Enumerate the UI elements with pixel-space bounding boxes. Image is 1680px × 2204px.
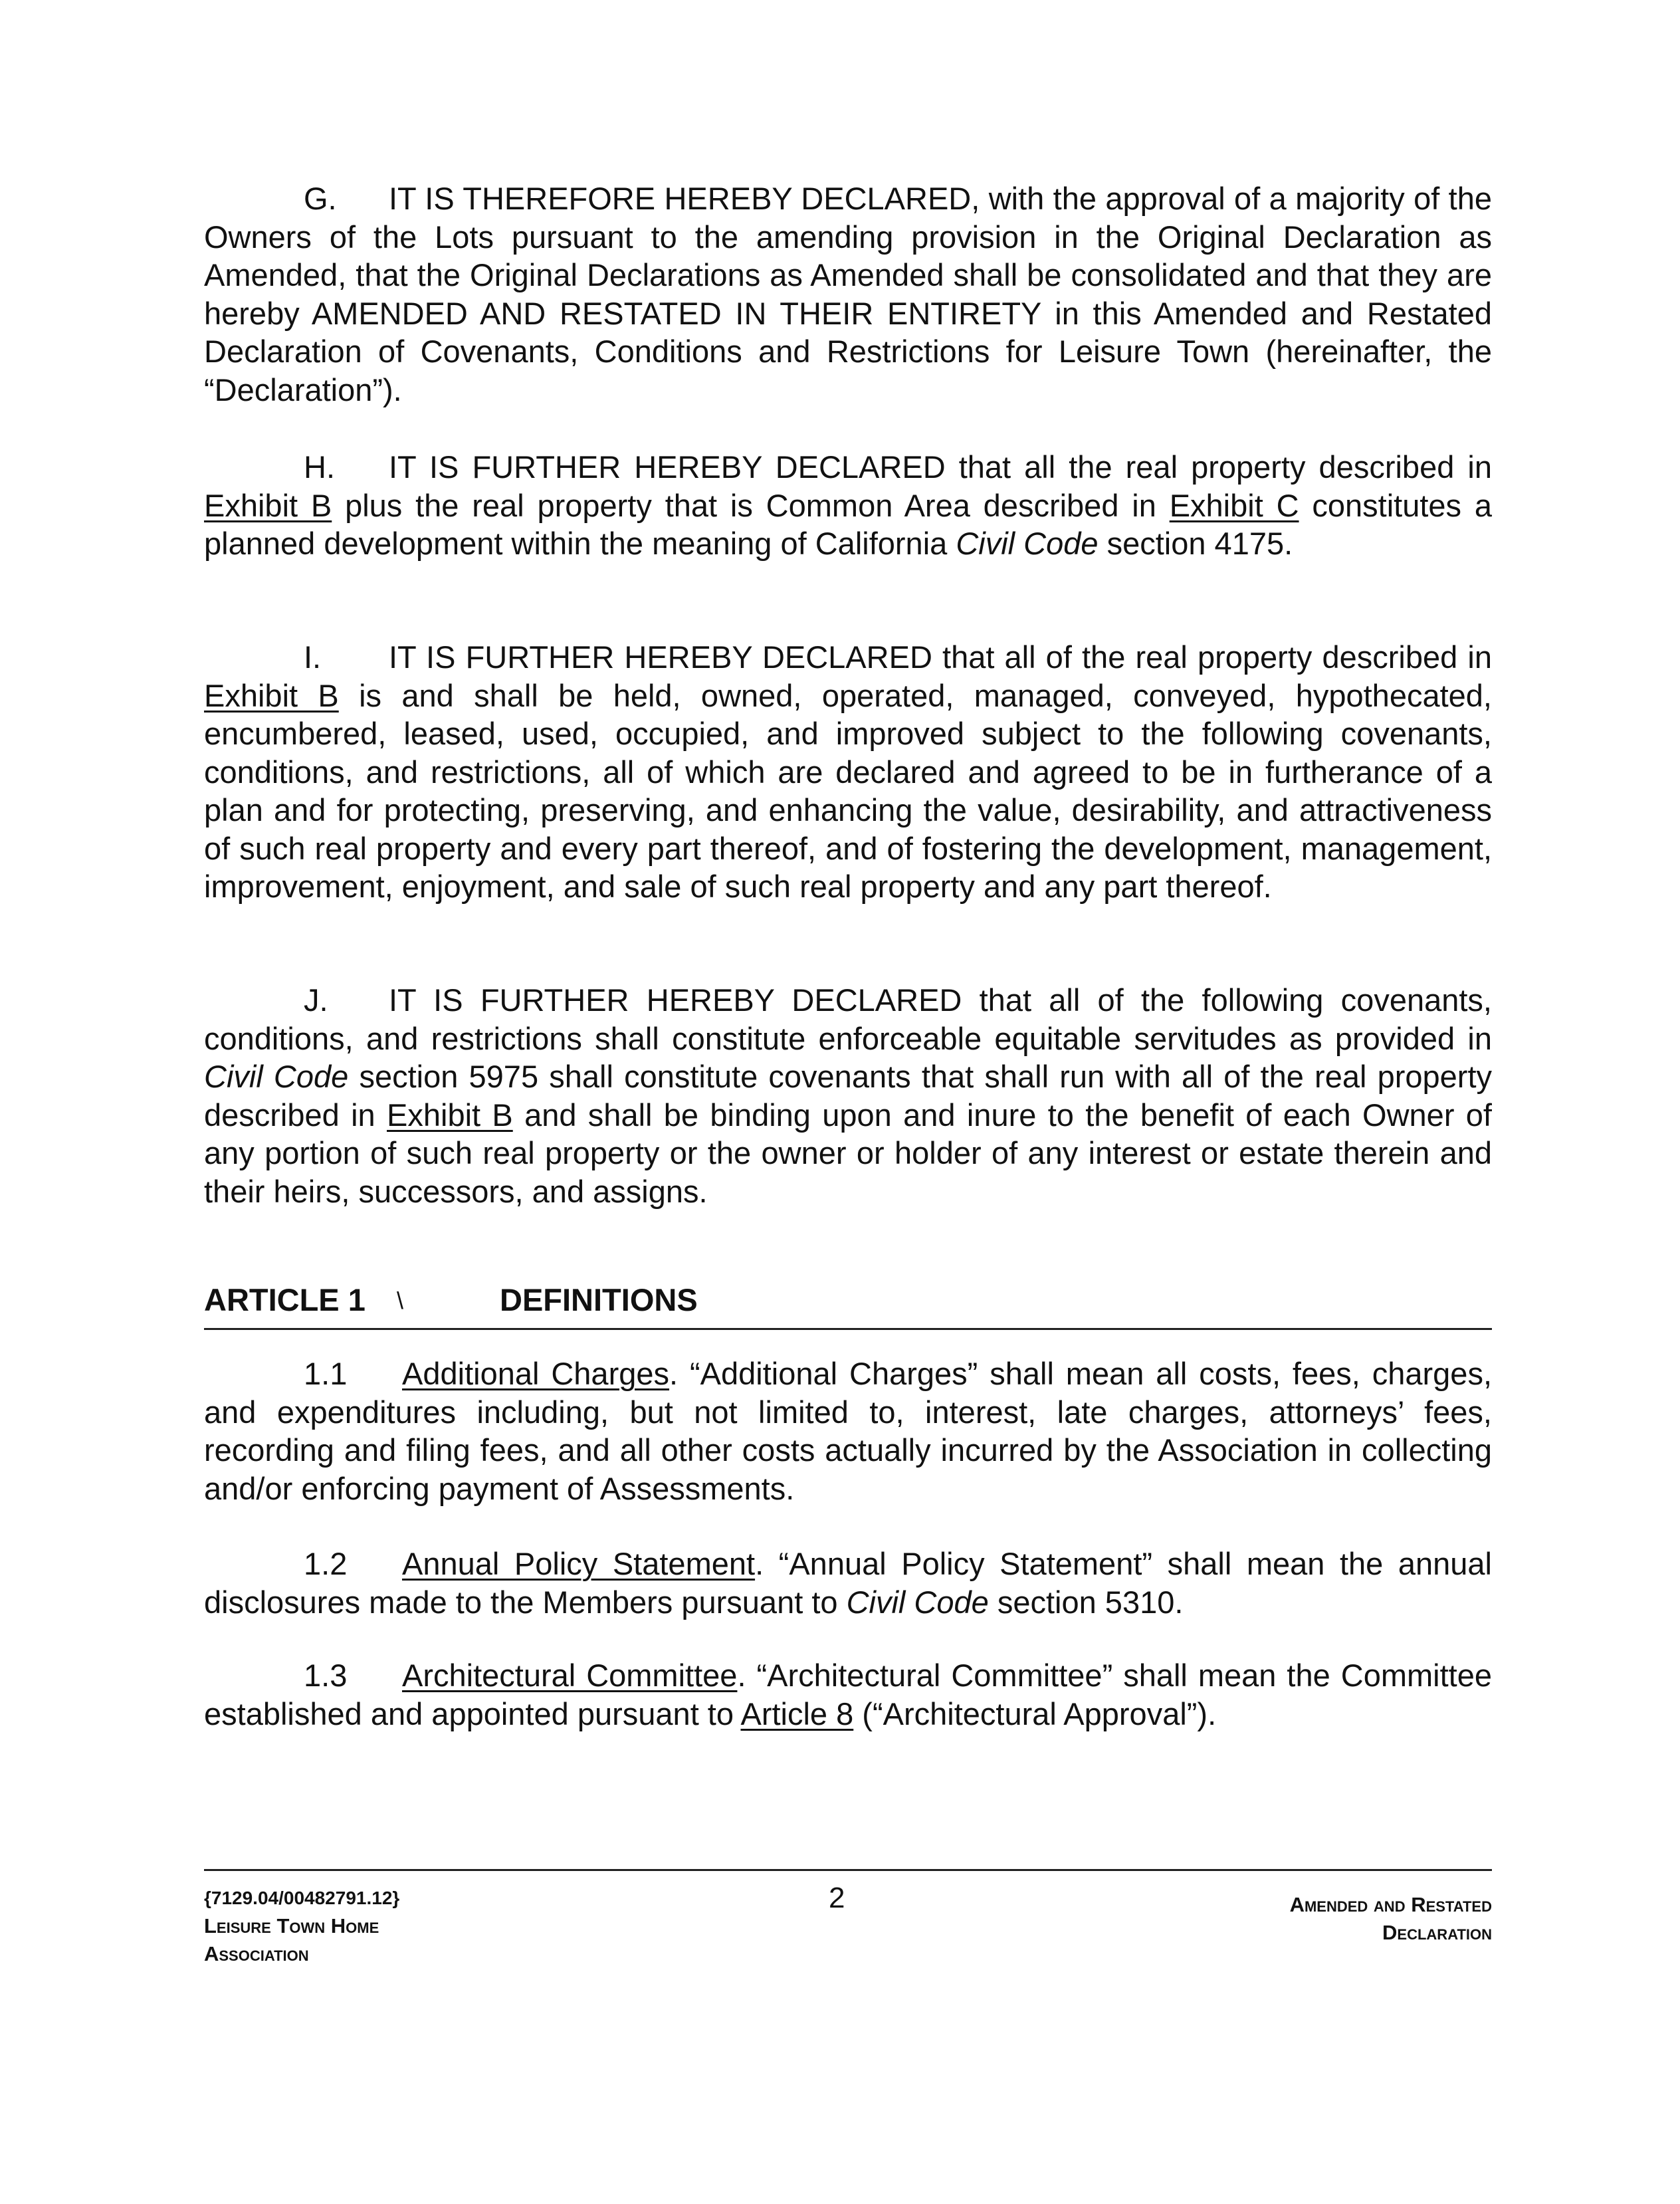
paragraph-text: and shall be binding upon and inure to the benefit of each Owner of any portion of such real property or the owner or holder of any interest or estate therein and their heirs, successors, and assigns. (204, 1097, 1492, 1209)
paragraph-g (204, 179, 1492, 409)
definition-text: (“Architectural Approval”). (853, 1696, 1217, 1731)
civil-code-ref: Civil Code (846, 1584, 989, 1620)
paragraph-text: constitutes a planned development within the meaning of California (204, 487, 1492, 561)
doc-title-line2: Declaration (1382, 1921, 1492, 1944)
paragraph-text: IT IS FURTHER HEREBY DECLARED that all the real property described in (389, 449, 1492, 485)
document-code: {7129.04/00482791.12} (204, 1888, 400, 1908)
civil-code-ref: Civil Code (204, 1059, 349, 1094)
definition-term: Architectural Committee (402, 1658, 738, 1693)
paragraph-text: section 5975 shall constitute covenants that shall run with all of the real property described in (204, 1059, 1493, 1133)
definition-number: 1.3 (304, 1658, 348, 1693)
definition-number: 1.2 (304, 1546, 348, 1581)
exhibit-b-link: Exhibit B (387, 1097, 513, 1133)
page-footer (204, 1869, 1492, 1977)
definition-1-1 (204, 1355, 1492, 1507)
definition-text: . “Architectural Committee” shall mean the Committee established and appointed pursuant to (204, 1658, 1492, 1731)
exhibit-b-link: Exhibit B (204, 677, 339, 713)
article-mark: \ (397, 1287, 404, 1314)
footer-right (1290, 1891, 1492, 1947)
paragraph-marker: J. (304, 982, 328, 1018)
org-name-line2: Association (204, 1942, 309, 1965)
definition-term: Annual Policy Statement (402, 1546, 756, 1581)
exhibit-b-link: Exhibit B (204, 487, 332, 523)
paragraph-text: IT IS FURTHER HEREBY DECLARED that all of the real property described in (389, 639, 1492, 675)
definition-1-3 (204, 1656, 1492, 1733)
paragraph-text: section 4175. (1098, 526, 1293, 561)
article-heading (204, 1281, 1492, 1330)
paragraph-text: plus the real property that is Common Area described in (332, 487, 1170, 523)
paragraph-i (204, 638, 1492, 906)
definition-term: Additional Charges (402, 1356, 670, 1391)
paragraph-text: IT IS FURTHER HEREBY DECLARED that all of the following covenants, conditions, and restrictions shall constitute enforceable equitable servitudes as provided in (204, 982, 1492, 1056)
paragraph-marker: G. (304, 181, 337, 216)
footer-left (204, 1884, 399, 1968)
article-8-link: Article 8 (740, 1696, 854, 1731)
definition-1-2 (204, 1545, 1492, 1621)
paragraph-text: is and shall be held, owned, operated, managed, conveyed, hypothecated, encumbered, leased, used, occupied, and improved subject to the following covenants, conditions, and restrictions, all of which are declared and agreed to be in furtherance of a plan and for protecting, preserving, and enhancing the value, desirability, and attractiveness of such real property and every part thereof, and of fostering the development, management, improvement, enjoyment, and sale of such real property and any part thereof. (204, 677, 1492, 904)
org-name-line1: Leisure Town Home (204, 1914, 379, 1937)
paragraph-marker: H. (304, 449, 335, 485)
civil-code-ref: Civil Code (956, 526, 1099, 561)
definition-text: . “Additional Charges” shall mean all costs, fees, charges, and expenditures including, but not limited to, interest, late charges, attorneys’ fees, recording and filing fees, and all other costs actually incurred by the Association in collecting and/or enforcing payment of Assessments. (204, 1356, 1493, 1506)
page-number: 2 (829, 1882, 845, 1914)
paragraph-text: IT IS THEREFORE HEREBY DECLARED, with the approval of a majority of the Owners of the Lots pursuant to the amending provision in the Original Declaration as Amended, that the Original Declarations as Amended shall be consolidated and that they are hereby AMENDED AND RESTATED IN THEIR ENTIRETY in this Amended and Restated Declaration of Covenants, Conditions and Restrictions for Leisure Town (hereinafter, the “Declaration”). (204, 181, 1492, 407)
paragraph-h (204, 448, 1492, 563)
paragraph-j (204, 981, 1492, 1210)
article-number: ARTICLE 1 (204, 1282, 366, 1317)
definition-text: section 5310. (988, 1584, 1184, 1620)
paragraph-marker: I. (304, 639, 322, 675)
article-title: DEFINITIONS (500, 1282, 698, 1317)
definition-number: 1.1 (304, 1356, 348, 1391)
exhibit-c-link: Exhibit C (1169, 487, 1299, 523)
doc-title-line1: Amended and Restated (1289, 1893, 1492, 1916)
definition-text: . “Annual Policy Statement” shall mean the annual disclosures made to the Members pursuant to (204, 1546, 1492, 1620)
